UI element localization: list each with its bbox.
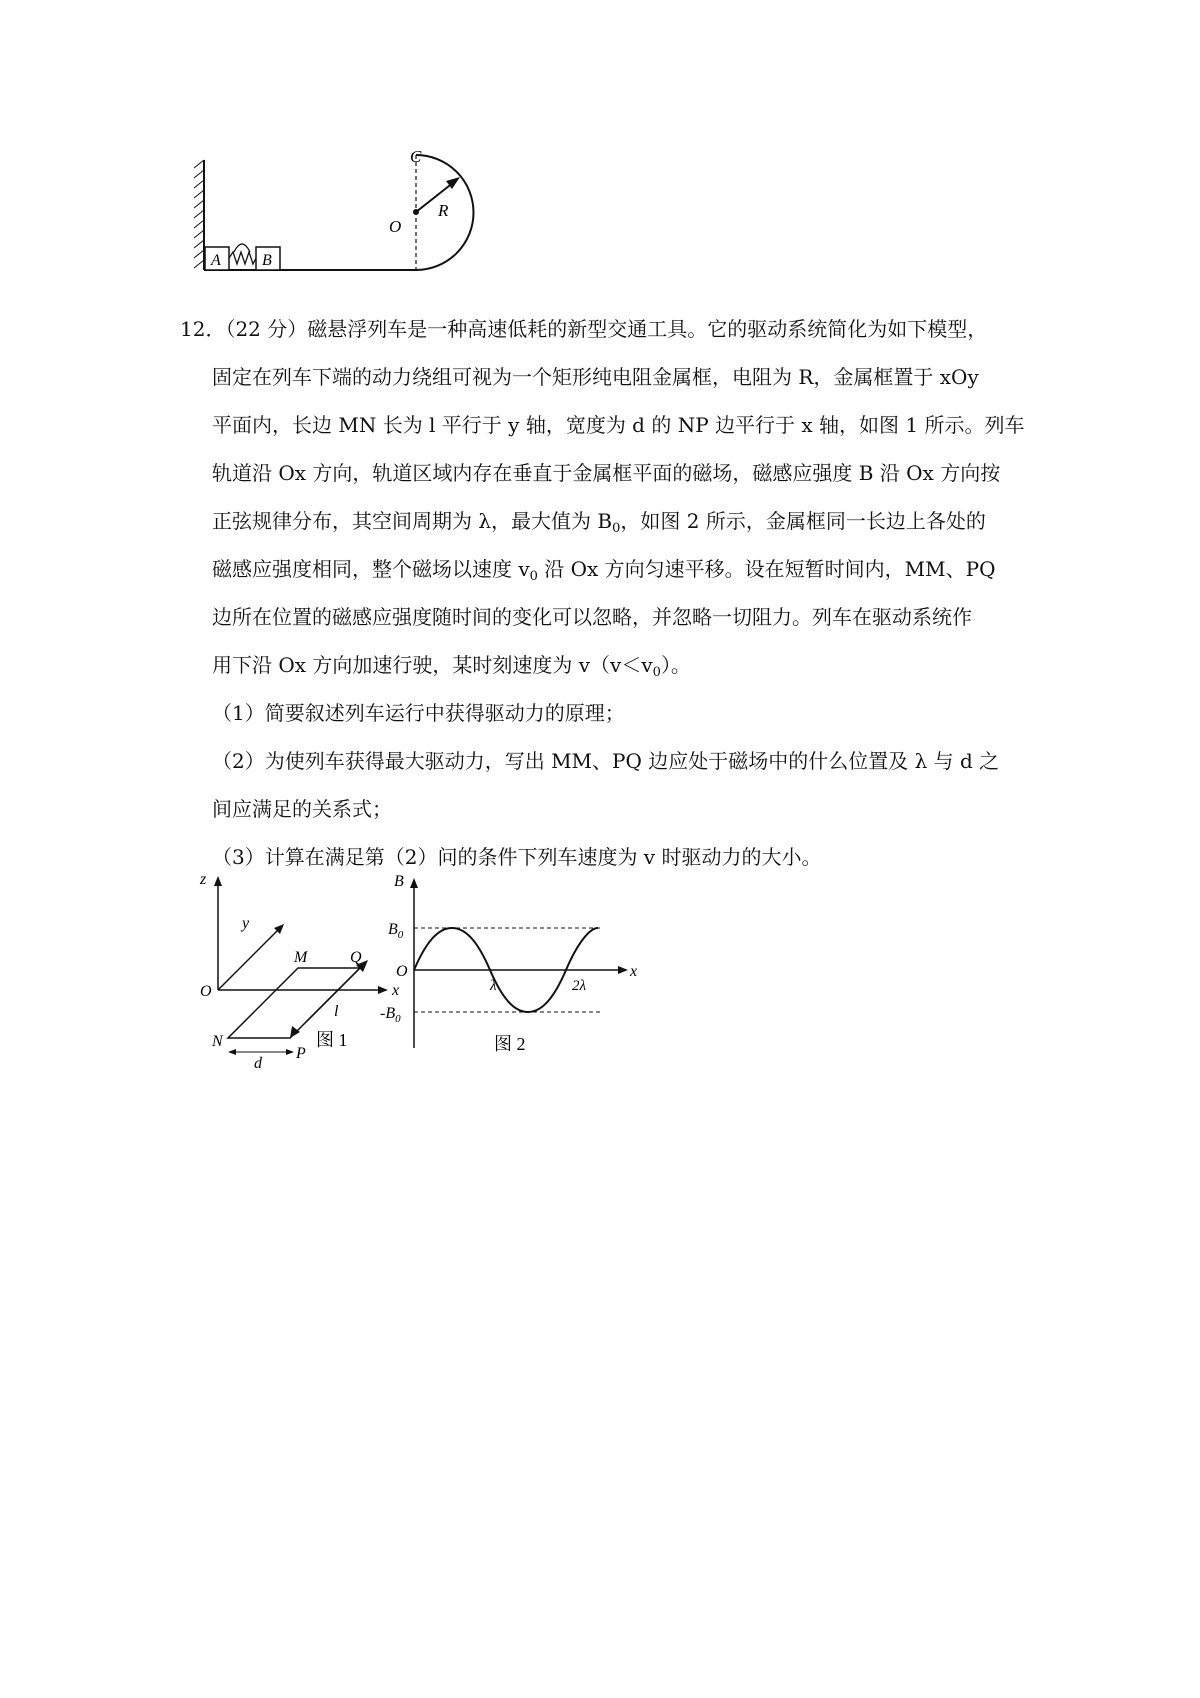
fig1-label-z: z	[200, 871, 207, 888]
fig1-label-q: Q	[350, 949, 362, 966]
fig2-label-b: B	[394, 873, 404, 890]
figure-1	[199, 871, 399, 1072]
fig1-label-x: x	[392, 982, 400, 999]
fig2-label-neg-b0-sub: 0	[395, 1013, 401, 1025]
problem-line-2: 固定在列车下端的动力绕组可视为一个矩形纯电阻金属框，电阻为 R，金属框置于 xOy	[212, 365, 979, 389]
fig1-label-d: d	[254, 1055, 262, 1072]
fig2-label-lambda: λ	[490, 978, 497, 994]
center-point	[413, 209, 419, 215]
line5-subscript: 0	[612, 521, 621, 536]
label-a: A	[211, 252, 221, 269]
y-axis	[218, 928, 280, 990]
fig1-label-l: l	[334, 1003, 339, 1020]
figures-1-2	[200, 870, 680, 1072]
fig2-label-neg-b0-main: -B	[380, 1005, 396, 1022]
fig1-label-m: M	[294, 949, 308, 966]
fig2-label-x: x	[630, 963, 638, 980]
figure-1-caption: 图 1	[316, 1030, 348, 1050]
line6-subscript: 0	[529, 569, 538, 584]
fig1-label-y: y	[242, 915, 250, 932]
line8-tail: ）。	[660, 653, 691, 677]
problem-12	[180, 305, 1040, 881]
track-figure	[190, 147, 490, 275]
fig1-label-p: P	[296, 1045, 306, 1062]
label-r: R	[438, 201, 449, 220]
problem-line-5	[180, 497, 1040, 545]
line5-tail: ，如图 2 所示，金属框同一长边上各处的	[620, 509, 986, 533]
x-arrowhead-fig1	[378, 986, 388, 994]
question-1: （1）简要叙述列车运行中获得驱动力的原理；	[212, 701, 625, 725]
wall-hatch	[194, 160, 204, 268]
line6-tail: 沿 Ox 方向匀速平移。设在短暂时间内，MM、PQ	[537, 557, 996, 581]
label-c: C	[410, 147, 422, 166]
fig2-label-b0-sub: 0	[397, 929, 404, 941]
x-arrowhead-fig2	[618, 966, 628, 974]
d-arrow-left	[228, 1049, 236, 1055]
question-2a: （2）为使列车获得最大驱动力，写出 MM、PQ 边应处于磁场中的什么位置及 λ 与 d 之	[212, 749, 1000, 773]
spring	[229, 252, 256, 264]
problem-line-6	[180, 545, 1040, 593]
fig2-label-two-lambda: 2λ	[572, 978, 586, 994]
problem-line-3: 平面内，长边 MN 长为 l 平行于 y 轴，宽度为 d 的 NP 边平行于 x 轴，如图 1 所示。列车	[212, 413, 1025, 437]
fig1-label-n: N	[212, 1033, 223, 1050]
line8-main: 用下沿 Ox 方向加速行驶，某时刻速度为 v（v＜v	[212, 653, 653, 677]
fig1-label-o: O	[200, 983, 212, 1000]
question-3: （3）计算在满足第（2）问的条件下列车速度为 v 时驱动力的大小。	[212, 845, 822, 869]
frame-arrowhead-p	[290, 1026, 300, 1038]
b-arrowhead	[410, 878, 418, 888]
figure-2	[380, 873, 637, 1054]
d-arrow-right	[286, 1049, 294, 1055]
fig2-label-neg-b0	[380, 1005, 401, 1025]
problem-line-4: 轨道沿 Ox 方向，轨道区域内存在垂直于金属框平面的磁场，磁感应强度 B 沿 Ox 方向按	[212, 461, 1001, 485]
line6-main: 磁感应强度相同，整个磁场以速度 v	[212, 557, 530, 581]
figure-2-caption: 图 2	[494, 1034, 526, 1054]
z-arrowhead	[214, 876, 222, 886]
fig2-label-o: O	[396, 963, 408, 980]
label-b: B	[262, 252, 272, 269]
label-o: O	[389, 217, 402, 236]
problem-line-1: 12．（22 分）磁悬浮列车是一种高速低耗的新型交通工具。它的驱动系统简化为如下模型，	[180, 317, 988, 341]
question-2b: 间应满足的关系式；	[212, 797, 392, 821]
problem-line-8	[180, 641, 1040, 689]
line8-subscript: 0	[652, 665, 661, 680]
problem-line-7: 边所在位置的磁感应强度随时间的变化可以忽略，并忽略一切阻力。列车在驱动系统作	[212, 605, 972, 629]
line5-main: 正弦规律分布，其空间周期为 λ，最大值为 B	[212, 509, 613, 533]
fig2-label-b0	[388, 921, 404, 941]
spring-clip	[234, 244, 250, 252]
fig2-label-b0-main: B	[388, 921, 398, 938]
